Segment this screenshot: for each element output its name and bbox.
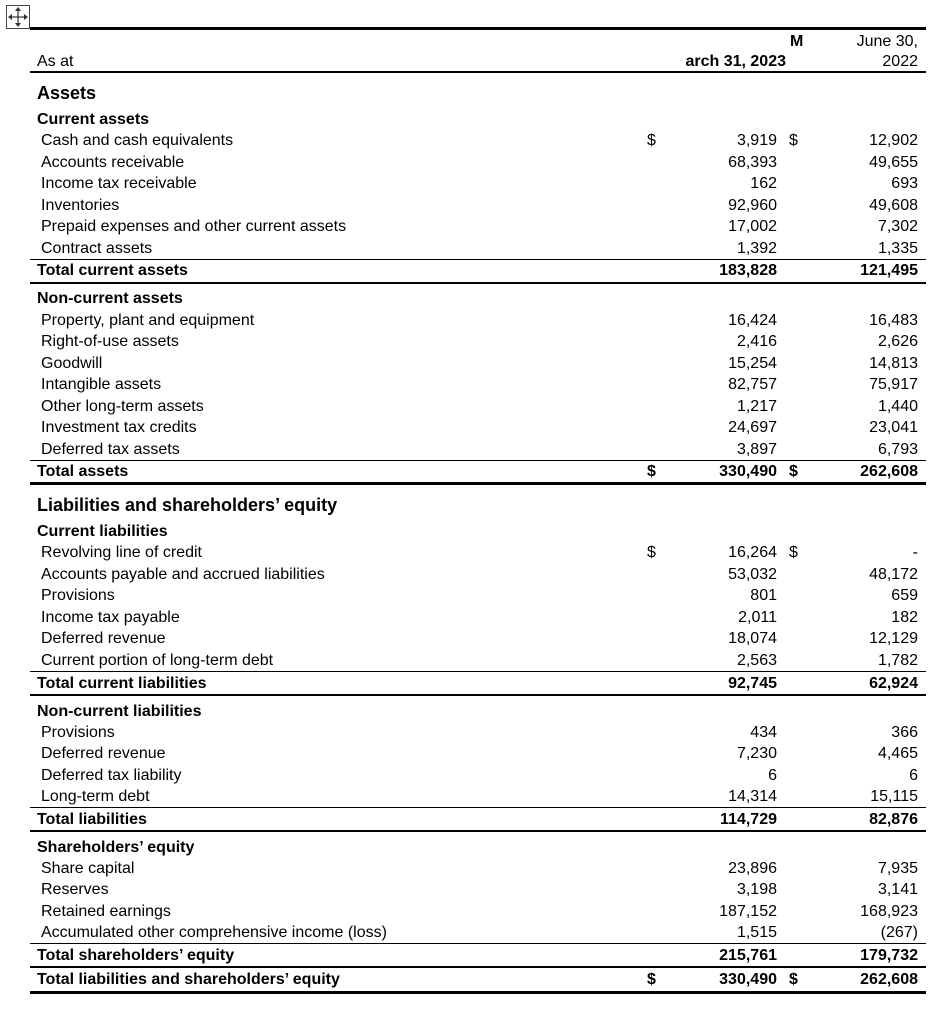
row-label: Contract assets: [41, 240, 153, 257]
total-label: Total liabilities: [37, 811, 147, 828]
current-assets-heading: Current assets: [37, 111, 150, 128]
col2-header-line1: June 30,: [856, 33, 918, 50]
value-2022: 48,172: [869, 566, 918, 583]
currency-symbol: $: [647, 132, 656, 149]
value-2022: -: [912, 544, 918, 561]
value-2023: 14,314: [728, 788, 777, 805]
value-2022: 7,935: [877, 860, 918, 877]
col1-header-line2: arch 31, 2023: [685, 53, 786, 70]
value-2022: 1,440: [877, 398, 918, 415]
value-2022: 12,129: [869, 630, 918, 647]
subtotal-rule: [30, 460, 926, 461]
row-label: Right-of-use assets: [41, 333, 179, 350]
value-2022: (267): [880, 924, 918, 941]
row-label: Accumulated other comprehensive income (loss): [41, 924, 387, 941]
value-2023: 23,896: [728, 860, 777, 877]
value-2022: 4,465: [877, 745, 918, 762]
currency-symbol: $: [789, 544, 798, 561]
total-2022: 82,876: [869, 811, 918, 828]
value-2023: 434: [750, 724, 777, 741]
currency-symbol: $: [647, 544, 656, 561]
top-rule: [30, 27, 926, 30]
value-2022: 693: [891, 175, 918, 192]
row-label: Intangible assets: [41, 376, 162, 393]
value-2022: 659: [891, 587, 918, 604]
value-2023: 18,074: [728, 630, 777, 647]
total-2022: 62,924: [869, 675, 918, 692]
value-2022: 366: [891, 724, 918, 741]
grand-total-2023: 330,490: [719, 971, 777, 988]
total-label: Total current liabilities: [37, 675, 207, 692]
value-2023: 53,032: [728, 566, 777, 583]
row-label: Other long-term assets: [41, 398, 204, 415]
value-2023: 2,416: [736, 333, 777, 350]
value-2022: 75,917: [869, 376, 918, 393]
subtotal-rule: [30, 943, 926, 944]
row-label: Deferred revenue: [41, 630, 166, 647]
total-rule: [30, 482, 926, 485]
row-label: Goodwill: [41, 355, 103, 372]
value-2022: 2,626: [877, 333, 918, 350]
row-label: Current portion of long-term debt: [41, 652, 274, 669]
total-2023: 92,745: [728, 675, 777, 692]
row-label: Property, plant and equipment: [41, 312, 255, 329]
value-2023: 801: [750, 587, 777, 604]
value-2022: 7,302: [877, 218, 918, 235]
total-2022: 179,732: [860, 947, 918, 964]
value-2023: 92,960: [728, 197, 777, 214]
value-2023: 2,011: [738, 609, 777, 626]
value-2022: 6,793: [877, 441, 918, 458]
subtotal-rule: [30, 671, 926, 672]
move-handle-icon[interactable]: [6, 5, 30, 29]
row-label: Provisions: [41, 724, 115, 741]
value-2022: 1,782: [877, 652, 918, 669]
value-2022: 16,483: [869, 312, 918, 329]
value-2023: 1,392: [736, 240, 777, 257]
row-label: Revolving line of credit: [41, 544, 202, 561]
total-label: Total assets: [37, 463, 129, 480]
row-label: Deferred tax assets: [41, 441, 180, 458]
row-label: Deferred revenue: [41, 745, 166, 762]
bottom-rule: [30, 991, 926, 994]
total-2023: 114,729: [720, 811, 777, 828]
row-label: Retained earnings: [41, 903, 171, 920]
value-2022: 14,813: [869, 355, 918, 372]
grand-total-label: Total liabilities and shareholders’ equity: [37, 971, 340, 988]
liabilities-heading: Liabilities and shareholders’ equity: [37, 495, 338, 515]
currency-symbol: $: [789, 463, 798, 480]
value-2023: 187,152: [719, 903, 777, 920]
value-2022: 49,655: [869, 154, 918, 171]
total-2023: 215,761: [719, 947, 777, 964]
row-label: Share capital: [41, 860, 135, 877]
value-2022: 6: [909, 767, 918, 784]
value-2022: 182: [891, 609, 918, 626]
value-2022: 23,041: [869, 419, 918, 436]
value-2023: 2,563: [736, 652, 777, 669]
value-2023: 17,002: [728, 218, 777, 235]
row-label: Long-term debt: [41, 788, 150, 805]
row-label: Income tax payable: [41, 609, 180, 626]
non-current-liabilities-heading: Non-current liabilities: [37, 703, 202, 720]
row-label: Income tax receivable: [41, 175, 197, 192]
value-2023: 7,230: [736, 745, 777, 762]
value-2023: 16,424: [728, 312, 777, 329]
col2-header-line2: 2022: [882, 53, 918, 70]
row-label: Reserves: [41, 881, 109, 898]
value-2023: 162: [750, 175, 777, 192]
value-2023: 3,897: [736, 441, 777, 458]
value-2023: 68,393: [728, 154, 777, 171]
assets-heading: Assets: [37, 83, 97, 103]
total-rule: [30, 694, 926, 696]
total-label: Total shareholders’ equity: [37, 947, 235, 964]
row-label: Investment tax credits: [41, 419, 197, 436]
total-rule: [30, 966, 926, 968]
row-label: Provisions: [41, 587, 115, 604]
grand-total-2022: 262,608: [860, 971, 918, 988]
currency-symbol: $: [647, 463, 656, 480]
total-label: Total current assets: [37, 262, 188, 279]
row-label: Inventories: [41, 197, 120, 214]
value-2023: 1,217: [736, 398, 777, 415]
currency-symbol: $: [647, 971, 656, 988]
value-2023: 3,198: [736, 881, 777, 898]
subtotal-rule: [30, 259, 926, 260]
value-2022: 15,115: [870, 788, 918, 805]
total-rule: [30, 830, 926, 832]
value-2023: 6: [768, 767, 777, 784]
row-label: Accounts payable and accrued liabilities: [41, 566, 325, 583]
value-2022: 1,335: [877, 240, 918, 257]
as-at-label: As at: [37, 53, 74, 70]
current-liabilities-heading: Current liabilities: [37, 523, 168, 540]
total-2023: 330,490: [719, 463, 777, 480]
subtotal-rule: [30, 807, 926, 808]
row-label: Prepaid expenses and other current assets: [41, 218, 347, 235]
currency-symbol: $: [789, 971, 798, 988]
value-2023: 82,757: [728, 376, 777, 393]
value-2022: 3,141: [877, 881, 918, 898]
row-label: Deferred tax liability: [41, 767, 182, 784]
header-rule: [30, 71, 926, 73]
total-2023: 183,828: [719, 262, 777, 279]
non-current-assets-heading: Non-current assets: [37, 290, 183, 307]
total-rule: [30, 282, 926, 284]
value-2023: 16,264: [728, 544, 777, 561]
value-2023: 3,919: [736, 132, 777, 149]
row-label: Cash and cash equivalents: [41, 132, 234, 149]
currency-symbol: $: [789, 132, 798, 149]
value-2022: 49,608: [869, 197, 918, 214]
row-label: Accounts receivable: [41, 154, 185, 171]
value-2022: 12,902: [869, 132, 918, 149]
value-2023: 24,697: [728, 419, 777, 436]
value-2023: 15,254: [728, 355, 777, 372]
equity-heading: Shareholders’ equity: [37, 839, 195, 856]
value-2022: 168,923: [860, 903, 918, 920]
col1-header-line1: M: [790, 33, 804, 50]
total-2022: 121,495: [860, 262, 918, 279]
value-2023: 1,515: [736, 924, 777, 941]
total-2022: 262,608: [860, 463, 918, 480]
